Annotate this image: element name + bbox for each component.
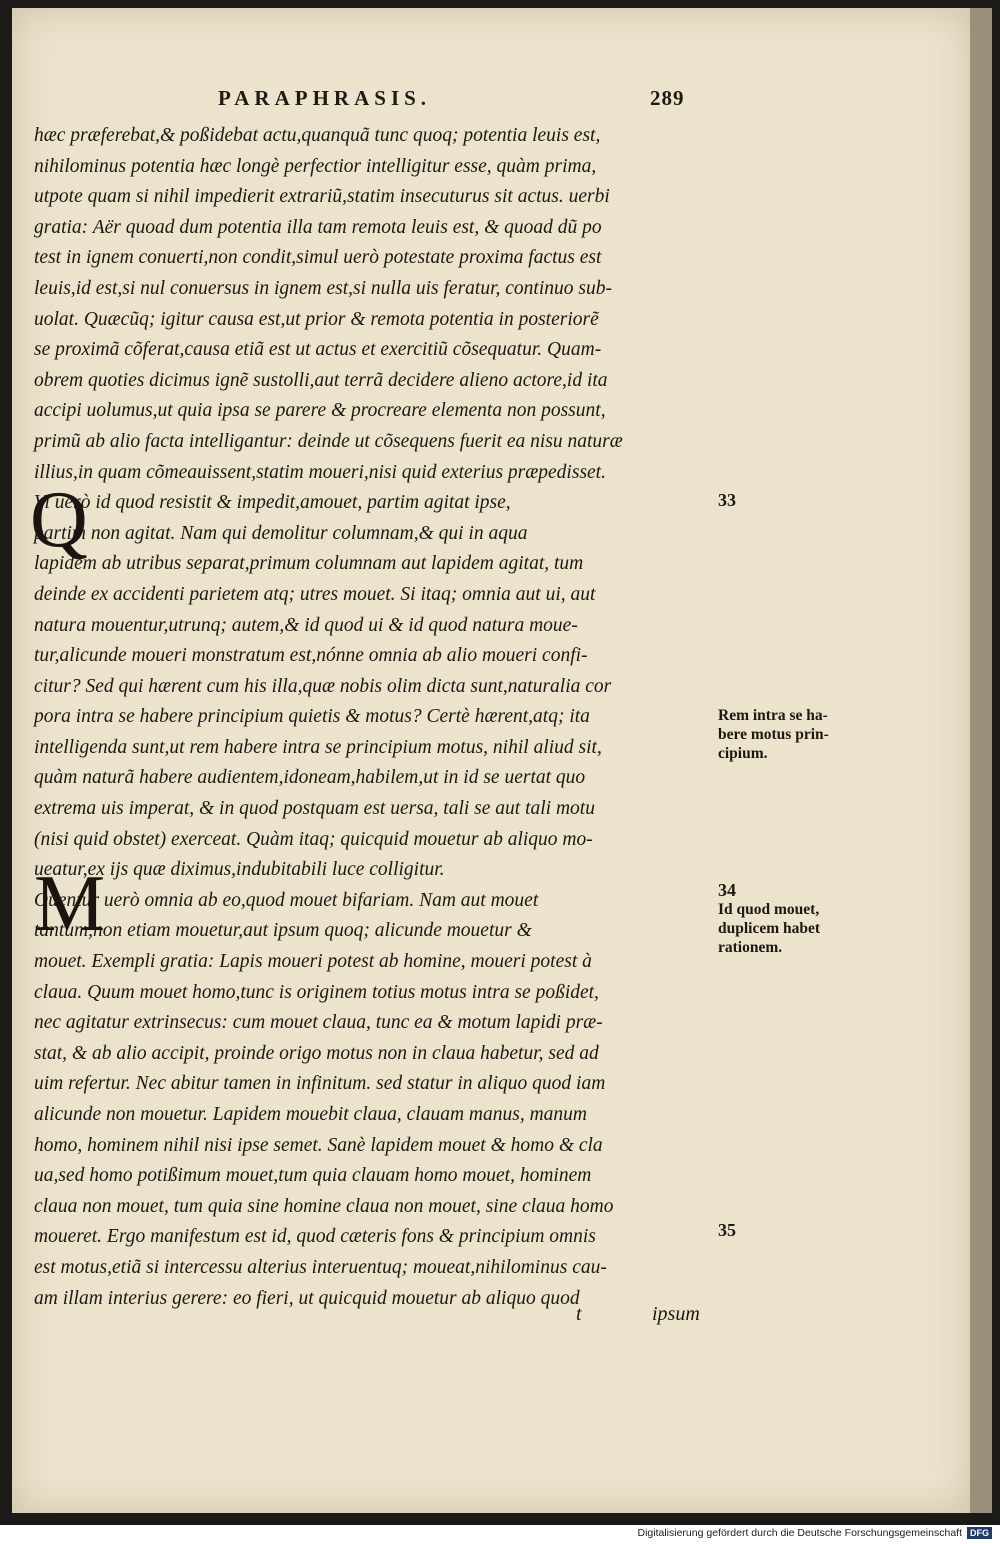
text-line: extrema uis imperat, & in quod postquam est uersa, tali se aut tali motu <box>34 798 595 820</box>
text-line: gratia: Aër quoad dum potentia illa tam remota leuis est, & quoad dũ po <box>34 216 602 238</box>
margin-note-1-line-2: bere motus prin- <box>718 726 829 743</box>
text-line: nihilominus potentia hæc longè perfectior intelligitur esse, quàm prima, <box>34 155 597 177</box>
text-line: se proximã cõferat,causa etiã est ut actus et exercitiũ cõsequatur. Quam- <box>34 339 602 361</box>
text-line: tantum,non etiam mouetur,aut ipsum quoq; alicunde mouetur & <box>34 920 532 942</box>
page-edge <box>970 8 992 1513</box>
signature-mark: t <box>576 1303 582 1325</box>
footer <box>637 1527 992 1539</box>
text-line: am illam interius gerere: eo fieri, ut quicquid mouetur ab aliquo quod <box>34 1287 580 1309</box>
text-line: uim refertur. Nec abitur tamen in infinitum. sed statur in aliquo quod iam <box>34 1073 606 1095</box>
text-line: est motus,etiã si intercessu alterius interuentuq; moueat,nihilominus cau- <box>34 1256 607 1278</box>
dfg-logo: DFG <box>967 1527 992 1539</box>
text-line: quàm naturã habere audientem,idoneam,habilem,ut in id se uertat quo <box>34 767 586 789</box>
margin-number-35: 35 <box>718 1220 736 1240</box>
text-line: Vi uerò id quod resistit & impedit,amouet, partim agitat ipse, <box>34 492 511 514</box>
text-line: homo, hominem nihil nisi ipse semet. Sanè lapidem mouet & homo & cla <box>34 1134 603 1156</box>
text-line: primũ ab alio facta intelligantur: deinde ut cõsequens fuerit ea nisu naturæ <box>34 430 623 452</box>
running-head: PARAPHRASIS. <box>218 86 432 110</box>
text-line: utpote quam si nihil impedierit extrariũ,statim insecuturus sit actus. uerbi <box>34 186 610 208</box>
text-line: Ouentur uerò omnia ab eo,quod mouet bifariam. Nam aut mouet <box>34 889 539 911</box>
margin-number-33: 33 <box>718 490 736 510</box>
text-line: natura mouentur,utrunq; autem,& id quod ui & id quod natura moue- <box>34 614 578 636</box>
footer-text: Digitalisierung gefördert durch die Deutsche Forschungsgemeinschaft <box>637 1527 962 1539</box>
margin-number-34: 34 <box>718 880 736 900</box>
margin-note-2 <box>718 900 820 957</box>
text-line: tur,alicunde moueri monstratum est,nónne omnia ab alio moueri confi- <box>34 645 588 667</box>
margin-note-2-line-1: Id quod mouet, <box>718 901 820 918</box>
catchword: ipsum <box>652 1303 700 1325</box>
text-line: claua. Quum mouet homo,tunc is originem totius motus intra se poßidet, <box>34 981 599 1003</box>
text-line: citur? Sed qui hærent cum his illa,quæ nobis olim dicta sunt,naturalia cor <box>34 675 612 697</box>
text-line: nec agitatur extrinsecus: cum mouet claua, tunc ea & motum lapidi præ- <box>34 1012 603 1034</box>
text-line: claua non mouet, tum quia sine homine claua non mouet, sine claua homo <box>34 1195 614 1217</box>
text-line: moueret. Ergo manifestum est id, quod cæteris fons & principium omnis <box>34 1226 596 1248</box>
margin-note-2-line-3: rationem. <box>718 939 783 956</box>
text-line: leuis,id est,si nul conuersus in ignem est,si nulla uis feratur, continuo sub- <box>34 277 612 299</box>
text-line: pora intra se habere principium quietis & motus? Certè hærent,atq; ita <box>34 706 590 728</box>
text-line: alicunde non mouetur. Lapidem mouebit claua, clauam manus, manum <box>34 1104 587 1125</box>
text-line: mouet. Exempli gratia: Lapis moueri potest ab homine, moueri potest à <box>34 951 592 973</box>
text-line: test in ignem conuerti,non condit,simul uerò potestate proxima factus est <box>34 247 602 269</box>
text-line: ueatur,ex ijs quæ diximus,indubitabili luce colligitur. <box>34 859 445 881</box>
text-line: ua,sed homo potißimum mouet,tum quia clauam homo mouet, hominem <box>34 1165 592 1187</box>
text-line: hæc præferebat,& poßidebat actu,quanquã tunc quoq; potentia leuis est, <box>34 125 601 146</box>
text-line: illius,in quam cõmeauissent,statim moueri,nisi quid exterius præpedisset. <box>34 461 606 483</box>
text-line: intelligenda sunt,ut rem habere intra se principium motus, nihil aliud sit, <box>34 736 602 758</box>
margin-note-1-line-3: cipium. <box>718 745 768 762</box>
body-text <box>34 121 714 1314</box>
page-number: 289 <box>650 86 685 110</box>
drop-cap-m: M <box>34 860 106 948</box>
margin-note-1 <box>718 706 829 763</box>
text-line: partim non agitat. Nam qui demolitur columnam,& qui in aqua <box>34 522 528 544</box>
drop-cap-q: Q <box>30 476 88 564</box>
margin-note-2-line-2: duplicem habet <box>718 920 821 937</box>
text-line: accipi uolumus,ut quia ipsa se parere & procreare elementa non possunt, <box>34 400 606 422</box>
text-line: lapidem ab utribus separat,primum columnam aut lapidem agitat, tum <box>34 553 584 575</box>
text-line: (nisi quid obstet) exerceat. Quàm itaq; quicquid mouetur ab aliquo mo- <box>34 828 593 850</box>
text-line: obrem quoties dicimus ignẽ sustolli,aut terrã decidere alieno actore,id ita <box>34 369 608 391</box>
text-line: deinde ex accidenti parietem atq; utres mouet. Si itaq; omnia aut ui, aut <box>34 583 596 605</box>
margin-note-1-line-1: Rem intra se ha- <box>718 707 828 724</box>
text-line: uolat. Quæcũq; igitur causa est,ut prior & remota potentia in posteriorẽ <box>34 308 599 330</box>
text-line: stat, & ab alio accipit, proinde origo motus non in claua habetur, sed ad <box>34 1042 599 1064</box>
